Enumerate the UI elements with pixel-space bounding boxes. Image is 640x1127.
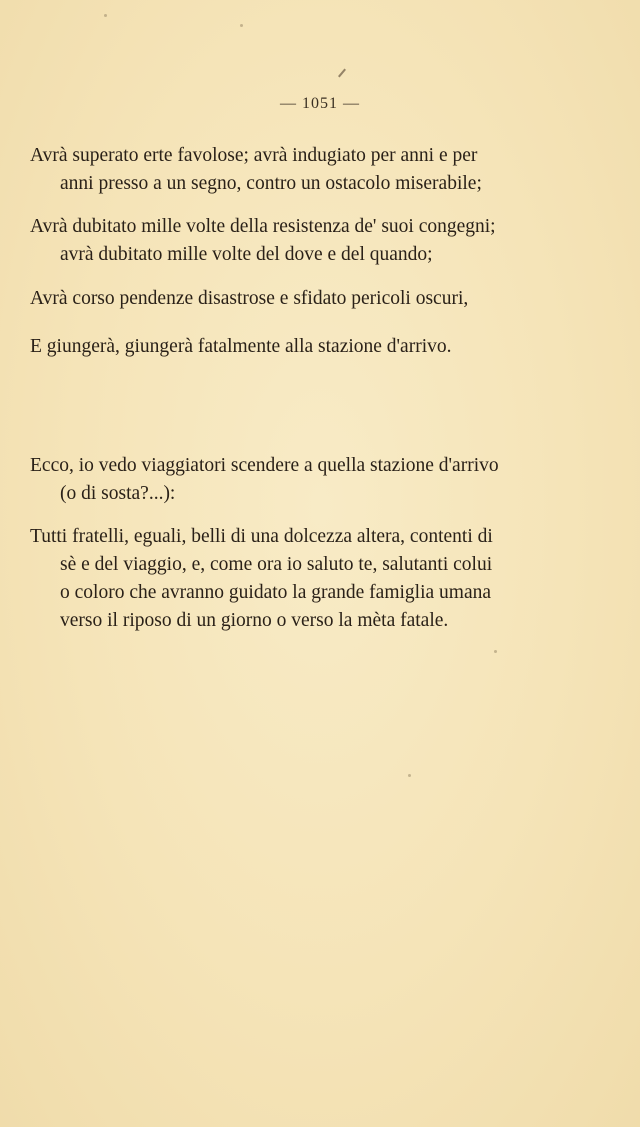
verse-line-continuation: verso il riposo di un giorno o verso la mèta fatale. <box>60 610 449 631</box>
stanza-1 <box>30 142 590 198</box>
verse-paragraph <box>30 142 590 198</box>
paper-speck <box>494 650 497 653</box>
paper-speck <box>240 24 243 27</box>
verse-line: E giungerà, giungerà fatalmente alla stazione d'arrivo. <box>30 336 452 357</box>
paper-speck <box>408 774 411 777</box>
stanza-5 <box>30 452 590 508</box>
verse-line-continuation: sè e del viaggio, e, come ora io saluto te, salutanti colui <box>60 554 493 575</box>
stanza-6 <box>30 523 590 635</box>
verse-line-continuation: (o di sosta?...): <box>60 483 176 504</box>
verse-line: Avrà corso pendenze disastrose e sfidato pericoli oscuri, <box>30 288 469 309</box>
stanza-3 <box>30 285 590 313</box>
verse-paragraph <box>30 213 590 269</box>
stanza-2 <box>30 213 590 269</box>
verse-paragraph <box>30 452 590 508</box>
verse-line: Tutti fratelli, eguali, belli di una dolcezza altera, contenti di <box>30 526 493 547</box>
page-number: — 1051 — <box>280 95 360 112</box>
verse-line: Avrà dubitato mille volte della resistenza de' suoi congegni; <box>30 216 496 237</box>
paper-speck <box>104 14 107 17</box>
verse-line-continuation: o coloro che avranno guidato la grande famiglia umana <box>60 582 491 603</box>
verse-line: Avrà superato erte favolose; avrà indugiato per anni e per <box>30 145 478 166</box>
verse-line-continuation: avrà dubitato mille volte del dove e del quando; <box>60 244 433 265</box>
stanza-4 <box>30 333 590 361</box>
verse-paragraph <box>30 333 590 361</box>
ink-mark <box>338 69 346 78</box>
verse-line-continuation: anni presso a un segno, contro un ostacolo miserabile; <box>60 173 482 194</box>
verse-paragraph <box>30 523 590 635</box>
verse-paragraph <box>30 285 590 313</box>
verse-line: Ecco, io vedo viaggiatori scendere a quella stazione d'arrivo <box>30 455 499 476</box>
